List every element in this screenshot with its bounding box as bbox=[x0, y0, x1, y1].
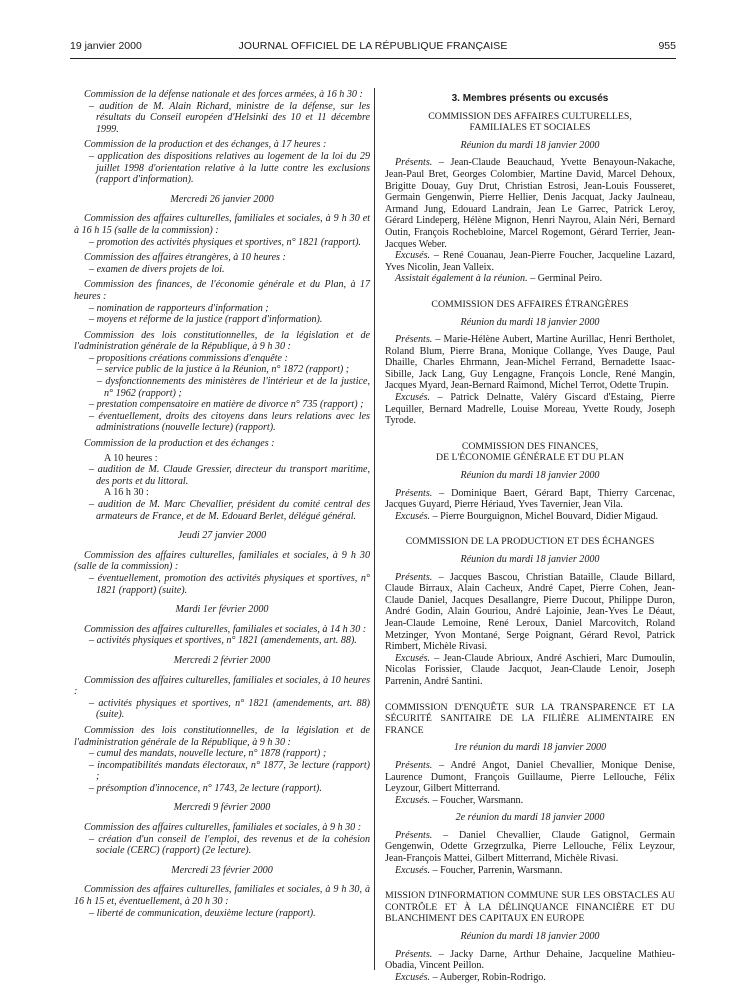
present-label: Présents. bbox=[395, 571, 433, 583]
present-members bbox=[385, 157, 675, 250]
agenda-time: A 10 heures : bbox=[104, 452, 158, 464]
present-label: Présents. bbox=[395, 334, 433, 346]
agenda-heading: Commission des lois constitutionnelles, de la législation et de l'administration générale de la République, à 9 h 30 : bbox=[74, 329, 370, 353]
excused-list: – Auberger, Robin-Rodrigo. bbox=[432, 971, 546, 983]
agenda-heading: Commission des affaires culturelles, familiales et sociales, à 9 h 30, à 16 h 15 et, éventuellement, à 20 h 30 : bbox=[74, 884, 370, 908]
excused-list: – Pierre Bourguignon, Michel Bouvard, Didier Migaud. bbox=[432, 510, 659, 522]
agenda-heading: Commission de la défense nationale et des forces armées, à 16 h 30 : bbox=[84, 89, 363, 100]
left-column bbox=[74, 89, 370, 919]
column-divider bbox=[374, 88, 375, 970]
committee-name: COMMISSION DES AFFAIRES CULTURELLES, FAMILIALES ET SOCIALES bbox=[428, 110, 632, 134]
agenda-item: – promotion des activités physiques et sportives, n° 1821 (rapport). bbox=[89, 236, 361, 248]
meeting-date: 1re réunion du mardi 18 janvier 2000 bbox=[453, 742, 607, 754]
present-members bbox=[385, 334, 675, 392]
excused-list: – Jean-Claude Abrioux, André Aschieri, Marc Dumoulin, Nicolas Forissier, Claude Jacquot, Jean-Claude Lenoir, Joseph Parrenin, André Santini. bbox=[385, 652, 675, 687]
meeting-date: Mercredi 23 février 2000 bbox=[171, 864, 273, 876]
meeting-date: Mercredi 26 janvier 2000 bbox=[170, 193, 274, 205]
agenda-heading: Commission des affaires culturelles, familiales et sociales, à 9 h 30 (salle de la commission) : bbox=[74, 549, 370, 573]
present-members bbox=[385, 760, 675, 795]
page-header bbox=[70, 40, 676, 56]
present-list: – Jean-Claude Beauchaud, Yvette Benayoun-Nakache, Jean-Paul Bret, Georges Colombier, Martine David, Marcel Dehoux, Brigitte Douay, Guy Drut, Christian Estrosi, Jean-Louis Fousseret, Germain Gengenwin, Pierre Hellier, Denis Jacquat, Jacky Jaulneau, Armand Jung, Edouard Landrain, Jean Le Garrec, Patrick Leroy, Gérard Lindeperg, Hélène Mignon, Henri Nayrou, Alain Néri, Bernard Outin, François Rochebloine, Marcel Rogemont, Gérard Terrier, Jean-Jacques Weber. bbox=[385, 157, 675, 250]
agenda-heading: Commission des finances, de l'économie générale et du Plan, à 17 heures : bbox=[74, 279, 370, 302]
agenda-item: – prestation compensatoire en matière de divorce n° 735 (rapport) ; bbox=[89, 399, 364, 411]
agenda-heading: Commission des affaires culturelles, familiales et sociales, à 9 h 30 : bbox=[84, 822, 362, 834]
present-members bbox=[385, 488, 675, 511]
agenda-subitem: – dysfonctionnements des ministères de l'intérieur et de la justice, n° 1962 (rapport) ; bbox=[97, 376, 370, 399]
present-label: Présents. bbox=[395, 948, 433, 960]
agenda-heading: Commission des affaires culturelles, familiales et sociales, à 14 h 30 : bbox=[84, 623, 367, 635]
agenda-item: – audition de M. Alain Richard, ministre de la défense, sur les résultats du Conseil européen d'Helsinki des 10 et 11 décembre 1999. bbox=[89, 100, 370, 135]
excused-label: Excusés. bbox=[395, 864, 431, 876]
committee-name: COMMISSION DES AFFAIRES ÉTRANGÈRES bbox=[431, 298, 629, 310]
present-label: Présents. bbox=[395, 759, 433, 771]
meeting-date: 2e réunion du mardi 18 janvier 2000 bbox=[455, 812, 605, 824]
meeting-date: Réunion du mardi 18 janvier 2000 bbox=[460, 139, 600, 151]
meeting-date: Mardi 1er février 2000 bbox=[175, 604, 269, 616]
present-label: Présents. bbox=[395, 829, 433, 841]
header-rule bbox=[70, 58, 676, 59]
excused-label: Excusés. bbox=[395, 392, 431, 404]
committee-name: COMMISSION D'ENQUÊTE SUR LA TRANSPARENCE ET LA SÉCURITÉ SANITAIRE DE LA FILIÈRE ALIMENTAIRE EN FRANCE bbox=[385, 701, 675, 736]
present-list: – Dominique Baert, Gérard Bapt, Thierry Carcenac, Jacques Guyard, Pierre Hériaud, Yves Tavernier, Jean Vila. bbox=[385, 487, 675, 511]
present-members bbox=[385, 830, 675, 865]
excused-label: Excusés. bbox=[395, 250, 431, 262]
present-list: – Jacky Darne, Arthur Dehaine, Jacqueline Mathieu-Obadia, Vincent Peillon. bbox=[385, 948, 675, 972]
excused-members bbox=[385, 511, 675, 523]
agenda-item: – nomination de rapporteurs d'information ; bbox=[89, 302, 269, 314]
agenda-item: – cumul des mandats, nouvelle lecture, n° 1878 (rapport) ; bbox=[89, 748, 327, 760]
present-list: – Jacques Bascou, Christian Bataille, Claude Billard, Claude Birraux, Alain Cacheux, André Capet, Pierre Cohen, Jean-Claude Daniel, Jacques Desallangre, Pierre Ducout, Philippe Duron, André Godin, Alain Gouriou, André Lajoinie, Jean-Yves Le Déaut, Jean-Claude Lemoine, René Leroux, Daniel Marcovitch, Roland Metzinger, Yvon Montané, Serge Poignant, Gérard Revol, Patrick Rimbert, Michèle Rivasi. bbox=[385, 571, 675, 653]
agenda-subitem: – service public de la justice à la Réunion, n° 1872 (rapport) ; bbox=[97, 364, 350, 376]
agenda-heading: Commission des affaires étrangères, à 10 heures : bbox=[84, 252, 286, 264]
agenda-item: – examen de divers projets de loi. bbox=[89, 263, 225, 275]
excused-members bbox=[385, 392, 675, 427]
header-title: JOURNAL OFFICIEL DE LA RÉPUBLIQUE FRANÇAISE bbox=[238, 40, 508, 52]
agenda-item: – liberté de communication, deuxième lecture (rapport). bbox=[89, 907, 316, 919]
present-list: – Daniel Chevallier, Claude Gatignol, Germain Gengenwin, Odette Grzegrzulka, Pierre Lellouche, Félix Leyzour, Jean-François Mattei, Gilbert Mitterrand, Michèle Rivasi. bbox=[385, 829, 675, 865]
meeting-date: Mercredi 2 février 2000 bbox=[173, 654, 271, 666]
meeting-date: Mercredi 9 février 2000 bbox=[173, 802, 271, 814]
agenda-item: – application des dispositions relatives au logement de la loi du 29 juillet 1998 d'orientation relative à la lutte contre les exclusions (rapport d'information). bbox=[89, 150, 370, 186]
committee-name: COMMISSION DES FINANCES, bbox=[461, 440, 599, 452]
section-heading: 3. Membres présents ou excusés bbox=[451, 93, 609, 104]
present-members bbox=[385, 572, 675, 653]
committee-name: MISSION D'INFORMATION COMMUNE SUR LES OBSTACLES AU CONTRÔLE ET À LA DÉLINQUANCE FINANCIÈRE ET DU BLANCHIMENT DES CAPITAUX EN EUROPE bbox=[385, 890, 675, 925]
agenda-item: – incompatibilités mandats électoraux, n° 1877, 3e lecture (rapport) ; bbox=[89, 759, 370, 783]
agenda-item: – éventuellement, promotion des activités physiques et sportives, n° 1821 (rapport) (suite). bbox=[89, 572, 370, 596]
agenda-item: – audition de M. Claude Gressier, directeur du transport maritime, des ports et du littoral. bbox=[89, 464, 370, 487]
excused-members bbox=[385, 865, 675, 877]
agenda-heading: Commission de la production et des échanges : bbox=[84, 438, 275, 450]
excused-members bbox=[385, 250, 675, 273]
attending-members bbox=[385, 273, 675, 285]
excused-list: – Foucher, Warsmann. bbox=[432, 794, 524, 806]
meeting-date: Réunion du mardi 18 janvier 2000 bbox=[460, 316, 600, 328]
agenda-time: A 16 h 30 : bbox=[104, 487, 149, 499]
meeting-date: Jeudi 27 janvier 2000 bbox=[177, 530, 267, 542]
excused-list: – Patrick Delnatte, Valéry Giscard d'Estaing, Pierre Lequiller, Bernard Madrelle, Louise Moreau, Yvette Roudy, Joseph Tyrode. bbox=[385, 392, 676, 427]
excused-label: Excusés. bbox=[395, 510, 431, 522]
agenda-item: – activités physiques et sportives, n° 1821 (amendements, art. 88) (suite). bbox=[89, 697, 370, 721]
excused-label: Excusés. bbox=[395, 971, 431, 983]
right-column bbox=[385, 89, 675, 983]
meeting-date: Réunion du mardi 18 janvier 2000 bbox=[460, 931, 600, 943]
attending-list: – Germinal Peiro. bbox=[530, 273, 603, 285]
agenda-item: – activités physiques et sportives, n° 1821 (amendements, art. 88). bbox=[89, 635, 357, 647]
present-list: – Marie-Hélène Aubert, Martine Aurillac, Henri Bertholet, Roland Blum, Pierre Brana, Monique Collange, Yves Dauge, Paul Dhaille, Charles Ehrmann, Jean-Michel Ferrand, Bernadette Isaac-Sibille, Jack Lang, Guy Lengagne, François Loncle, René Mangin, Jacques Myard, Jean-Bernard Raimond, Michel Terrot, Odette Trupin. bbox=[385, 334, 676, 392]
excused-members bbox=[385, 653, 675, 688]
agenda-item: – moyens et réforme de la justice (rapport d'information). bbox=[89, 314, 323, 326]
present-members bbox=[385, 949, 675, 972]
meeting-date: Réunion du mardi 18 janvier 2000 bbox=[460, 470, 600, 482]
excused-members bbox=[385, 972, 675, 984]
agenda-item: – présomption d'innocence, n° 1743, 2e lecture (rapport). bbox=[89, 782, 322, 794]
header-date: 19 janvier 2000 bbox=[70, 40, 142, 52]
excused-list: – Foucher, Parrenin, Warsmann. bbox=[432, 864, 563, 876]
excused-list: – René Couanau, Jean-Pierre Foucher, Jacqueline Lazard, Yves Nicolin, Jean Valleix. bbox=[385, 250, 676, 273]
present-label: Présents. bbox=[395, 157, 433, 169]
agenda-item: – éventuellement, droits des citoyens dans leurs relations avec les administrations (nouvelle lecture) (rapport). bbox=[89, 410, 370, 434]
agenda-heading: Commission de la production et des échanges, à 17 heures : bbox=[84, 139, 327, 151]
present-label: Présents. bbox=[395, 487, 433, 499]
excused-label: Excusés. bbox=[395, 794, 431, 806]
excused-label: Excusés. bbox=[395, 652, 431, 664]
agenda-heading: Commission des lois constitutionnelles, de la législation et de l'administration générale de la République, à 9 h 30 : bbox=[74, 724, 370, 748]
agenda-item: – création d'un conseil de l'emploi, des revenus et de la cohésion sociale (CERC) (rapport) (2e lecture). bbox=[89, 833, 370, 857]
attending-label: Assistait également à la réunion. bbox=[395, 273, 528, 285]
page-number: 955 bbox=[658, 40, 676, 52]
committee-name: COMMISSION DE LA PRODUCTION ET DES ÉCHANGES bbox=[405, 536, 655, 548]
committee-name: DE L'ÉCONOMIE GÉNÉRALE ET DU PLAN bbox=[436, 452, 624, 464]
agenda-item: – propositions créations commissions d'enquête : bbox=[89, 352, 288, 364]
excused-members bbox=[385, 795, 675, 807]
meeting-date: Réunion du mardi 18 janvier 2000 bbox=[460, 554, 600, 565]
agenda-heading: Commission des affaires culturelles, familiales et sociales, à 10 heures : bbox=[74, 674, 370, 698]
agenda-heading: Commission des affaires culturelles, familiales et sociales, à 9 h 30 et à 16 h 15 (salle de la commission) : bbox=[74, 213, 370, 236]
agenda-item: – audition de M. Marc Chevallier, président du comité central des armateurs de France, et de M. Edouard Berlet, délégué général. bbox=[89, 499, 370, 522]
present-list: – André Angot, Daniel Chevallier, Monique Denise, Laurence Dumont, François Guillaume, Pierre Lellouche, Félix Leyzour, Gilbert Mitterrand. bbox=[385, 759, 675, 795]
